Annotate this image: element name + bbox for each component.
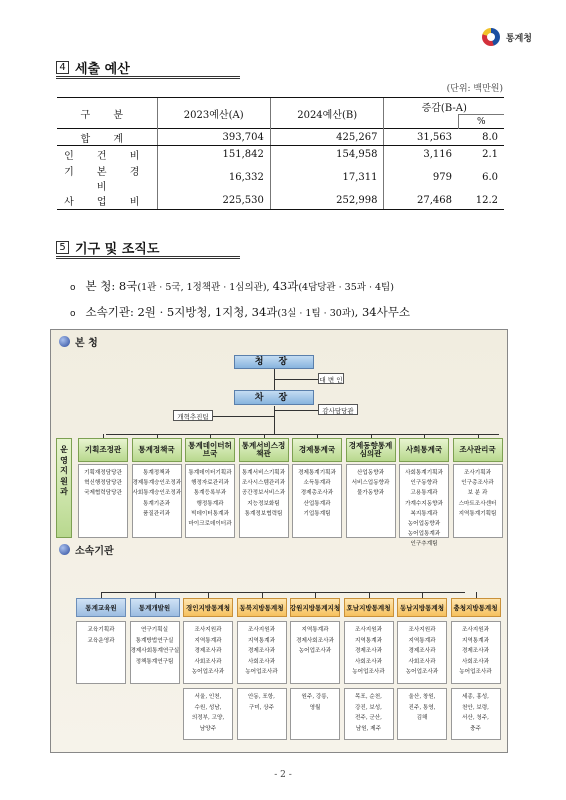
unit-item: 농어업조사과: [459, 669, 492, 675]
agency-units: [290, 621, 340, 684]
section-rule: [56, 256, 240, 259]
unit-item: 인구동향과: [410, 480, 438, 487]
regional-offices: [344, 688, 394, 740]
agency-units: [451, 621, 501, 684]
section-number: 5: [56, 241, 69, 254]
unit-item: 통계데이터기획과: [188, 470, 232, 476]
unit-item: 지역통계과: [354, 637, 383, 644]
unit-note: (단위: 백만원): [446, 84, 503, 94]
row-name: 인 건 비: [64, 150, 150, 162]
unit-item: 경제조사과: [247, 648, 276, 654]
department-box: 사회통계국: [399, 438, 449, 462]
regional-offices: [183, 688, 233, 740]
unit-item: 지역통계과: [301, 627, 329, 633]
section-title: 세출 예산: [75, 62, 130, 77]
unit-item: 사회통계기획과: [405, 470, 443, 476]
office-item: 김해: [416, 715, 428, 721]
org-chart: [50, 329, 508, 753]
unit-item: 조사지원과: [461, 627, 490, 633]
section-rule: [56, 76, 240, 79]
office-item: 울산, 창원,: [408, 694, 436, 700]
department-box: 기획조정관: [78, 438, 128, 462]
cell-pct: 12.2: [458, 193, 504, 210]
page-number: - 2 -: [274, 770, 292, 780]
agency-box: 호남지방통계청: [344, 598, 394, 617]
regional-offices: [451, 688, 501, 740]
cell-diff: 27,468: [384, 193, 458, 210]
unit-item: 경제통계기획과: [298, 470, 336, 476]
unit-item: 사회조사과: [194, 658, 222, 665]
office-item: 천안, 보령,: [462, 704, 489, 711]
department-units: [132, 464, 182, 538]
row-name: 사 업 비: [57, 193, 157, 210]
agency-box: 동북지방통계청: [237, 598, 287, 617]
unit-item: 보 분 과: [467, 490, 488, 497]
unit-item: 사회조사과: [354, 658, 383, 665]
bullet-hq: o 본 청: 8국(1관 · 5국, 1정책관 · 1심의관), 43과(4담당관 · 35과 · 4팀): [70, 279, 394, 293]
unit-item: 기업통계팀: [303, 510, 331, 517]
unit-item: 국제협력담당관: [84, 490, 122, 497]
unit-item: 고용통계과: [410, 490, 438, 497]
agency-box: 동남지방통계청: [397, 598, 447, 617]
unit-item: 경제통계승인조정과: [132, 480, 182, 487]
department-box: 경제통계국: [292, 438, 342, 462]
unit-item: 경제총조사과: [300, 490, 334, 497]
department-units: [292, 464, 342, 538]
unit-item: 서비스업동향과: [351, 480, 390, 487]
agency-box: 경인지방통계청: [183, 598, 233, 617]
support-division-box: 운 영 지 원 과: [56, 438, 72, 538]
header-category: 구 분: [57, 98, 157, 129]
section-number: 4: [56, 61, 69, 74]
cell-2023: 16,332: [157, 163, 270, 193]
agency-box: 통계개발원: [130, 598, 180, 617]
unit-item: 통계정보협력팀: [244, 510, 283, 517]
unit-item: 통계서비스기획과: [241, 470, 286, 476]
cell-diff: 3,116: [384, 146, 458, 163]
table-row: [57, 146, 504, 163]
cell-2024: 425,267: [270, 129, 384, 146]
unit-item: 경제사회조사과: [296, 637, 334, 644]
logo-emblem-icon: [482, 28, 500, 46]
table-row: [57, 129, 504, 146]
unit-item: 사회조사과: [461, 658, 490, 665]
unit-item: 빅데이터통계과: [191, 510, 229, 517]
unit-item: 소득통계과: [303, 480, 331, 487]
unit-item: 농어업조사과: [191, 669, 225, 675]
unit-item: 조사지원과: [247, 627, 276, 633]
unit-item: 경제조사과: [461, 648, 490, 654]
unit-item: 가계수지동향과: [405, 500, 443, 507]
audit-box: 감사담당관: [318, 404, 358, 415]
unit-item: 교육운영과: [87, 637, 115, 644]
agency-units: [397, 621, 447, 684]
cell-2024: 154,958: [270, 146, 384, 163]
unit-item: 교육기획과: [87, 627, 115, 633]
unit-item: 지역통계기획팀: [458, 510, 497, 517]
agency-box: 강원지방통계지청: [290, 598, 340, 617]
unit-item: 산업통계과: [303, 500, 331, 507]
unit-item: 품질관리과: [142, 510, 171, 517]
cell-2024: 17,311: [270, 163, 384, 193]
cell-pct: 8.0: [458, 129, 504, 146]
unit-item: 조사지원과: [194, 627, 222, 633]
agency-units: [183, 621, 233, 684]
unit-item: 조사지원과: [408, 627, 436, 633]
unit-item: 통계등록부과: [193, 490, 227, 497]
department-units: [346, 464, 396, 538]
office-item: 구미, 상주: [248, 704, 275, 711]
unit-item: 경제조사과: [194, 648, 222, 654]
unit-item: 지역통계과: [247, 637, 276, 644]
unit-item: 행정통계과: [196, 500, 224, 507]
office-item: 진주, 통영,: [408, 704, 436, 711]
spokesperson-box: 대 변 인: [318, 373, 344, 384]
unit-item: 정책통계연구팀: [135, 658, 174, 665]
cell-pct: 6.0: [482, 172, 498, 183]
unit-item: 공간정보서비스과: [241, 490, 286, 497]
unit-item: 인구추계팀: [410, 541, 438, 548]
unit-item: 물가동향과: [356, 490, 385, 497]
table-row: [57, 163, 504, 193]
section-title: 기구 및 조직도: [75, 242, 160, 257]
agency-units: [344, 621, 394, 684]
unit-item: 인구총조사과: [461, 480, 494, 487]
bullet-ball-icon: [59, 544, 70, 555]
unit-item: 농어업조사과: [298, 648, 332, 654]
cell-2024: 252,998: [270, 193, 384, 210]
agency-units: [237, 621, 287, 684]
header-2023: 2023예산(A): [157, 98, 270, 129]
department-units: [78, 464, 128, 538]
office-item: 안동, 포항,: [248, 694, 275, 700]
office-item: 서울, 인천,: [194, 694, 222, 700]
bullet-ball-icon: [59, 336, 70, 347]
unit-item: 기획재정담당관: [84, 470, 122, 476]
cell-diff: 31,563: [384, 129, 458, 146]
department-units: [399, 464, 449, 548]
unit-item: 지능정보화팀: [247, 500, 280, 507]
department-box: 통계서비스정책관: [239, 438, 289, 462]
cell-2023: 393,704: [157, 129, 270, 146]
logo-text: 통계청: [505, 33, 532, 44]
cell-2023: 225,530: [157, 193, 270, 210]
department-box: 경제동향통계심의관: [346, 438, 396, 462]
office-item: 원주, 강릉,: [301, 694, 329, 700]
unit-item: 지역통계과: [461, 637, 490, 644]
agency-units: [76, 621, 126, 684]
unit-item: 조사시스템관리과: [241, 480, 286, 487]
budget-table: [57, 97, 504, 210]
office-item: 세종, 홍성,: [462, 694, 489, 700]
row-name: 기 본 경 비: [64, 166, 150, 193]
header-pct: %: [458, 115, 504, 129]
affiliates-heading: 소속기관: [59, 542, 114, 557]
unit-item: 스마트조사센터: [458, 500, 497, 507]
unit-item: 통계기준과: [142, 500, 171, 507]
unit-item: 사회조사과: [247, 658, 276, 665]
department-box: 통계정책국: [132, 438, 182, 462]
commissioner-box: 청 장: [234, 355, 314, 369]
header-diff: 증감(B-A): [384, 98, 504, 115]
regional-offices: [290, 688, 340, 740]
unit-item: 혁신행정담당관: [84, 480, 122, 487]
table-row: [57, 193, 504, 210]
unit-item: 복지통계과: [410, 510, 438, 517]
unit-item: 지역통계과: [194, 637, 222, 644]
office-item: 남양주: [199, 725, 217, 732]
office-item: 영월: [309, 704, 321, 711]
regional-offices: [237, 688, 287, 740]
unit-item: 통계방법연구실: [135, 637, 174, 644]
unit-item: 산업동향과: [356, 470, 385, 476]
row-name: 합 계: [57, 129, 157, 146]
department-box: 조사관리국: [453, 438, 503, 462]
unit-item: 경제사회통계연구실: [130, 648, 180, 654]
office-item: 충주: [470, 725, 481, 732]
hq-heading: 본 청: [59, 334, 98, 349]
cell-2023: 151,842: [157, 146, 270, 163]
unit-item: 경제조사과: [354, 648, 383, 654]
bullet-affiliates: o 소속기관: 2원 · 5지방청, 1지청, 34과(3실 · 1팀 · 30과), 34사무소: [70, 305, 410, 319]
unit-item: 농어업조사과: [352, 669, 385, 675]
department-units: [185, 464, 235, 538]
unit-item: 조사지원과: [354, 627, 383, 633]
agency-box: 통계교육원: [76, 598, 126, 617]
unit-item: 사회통계승인조정과: [132, 490, 182, 497]
office-item: 수원, 성남,: [194, 704, 222, 711]
department-box: 통계데이터허브국: [185, 438, 235, 462]
office-item: 강진, 보성,: [355, 704, 382, 711]
office-item: 전주, 군산,: [355, 715, 382, 721]
agency-units: [130, 621, 180, 684]
office-item: 목포, 순천,: [355, 694, 382, 700]
header-2024: 2024예산(B): [270, 98, 384, 129]
office-item: 남원, 제주: [355, 725, 382, 732]
unit-item: 경제조사과: [408, 648, 436, 654]
office-item: 서산, 청주,: [462, 715, 489, 721]
unit-item: 농어업통계과: [407, 531, 441, 538]
unit-item: 통계정책과: [142, 470, 171, 476]
cell-diff: 979: [384, 163, 458, 193]
unit-item: 농어업동향과: [407, 521, 441, 528]
unit-item: 농어업조사과: [245, 669, 278, 675]
unit-item: 농어업조사과: [405, 669, 439, 675]
agency-logo: [482, 28, 532, 46]
unit-item: 행정자료관리과: [191, 480, 229, 487]
department-units: [453, 464, 503, 538]
unit-item: 사회조사과: [408, 658, 436, 665]
unit-item: 연구기획실: [140, 627, 169, 633]
innovation-team-box: 개혁추진팀: [173, 410, 213, 421]
agency-box: 충청지방통계청: [451, 598, 501, 617]
unit-item: 마이크로데이터과: [188, 521, 232, 528]
deputy-box: 차 장: [234, 390, 314, 405]
office-item: 의정부, 고양,: [191, 715, 225, 721]
regional-offices: [397, 688, 447, 740]
department-units: [239, 464, 289, 538]
unit-item: 조사기획과: [463, 470, 492, 476]
cell-pct: 2.1: [482, 148, 498, 160]
unit-item: 지역통계과: [408, 637, 436, 644]
